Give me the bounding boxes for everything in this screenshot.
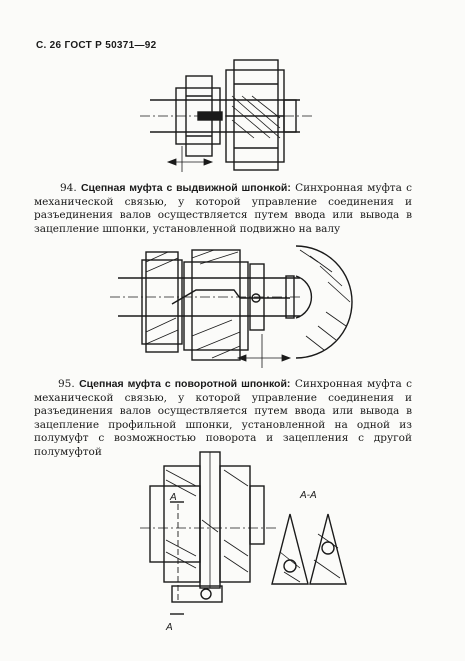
section-marker-top: А [170, 492, 177, 503]
clause-94-number: 94. [60, 182, 77, 194]
clause-95-body: Синхронная муфта с механической связью, у которой управление соединения и разъединения валов осуществляется путем ввода или вывода в зацепление профильной шпонки, установленной на одной из полумуфт с возможностью поворота и зацепления с другой полумуфтой [34, 378, 412, 458]
section-marker-bottom: А [166, 622, 173, 633]
clause-95-title: Сцепная муфта с поворотной шпонкой: [79, 378, 291, 390]
section-label: А-А [300, 490, 317, 501]
clause-94-body: Синхронная муфта с механической связью, у которой управление соединения и разъединения валов осуществляется путем ввода или вывода в зацепление шпонки, установленной подвижно на валу [34, 182, 412, 235]
page-header: С. 26 ГОСТ Р 50371—92 [36, 40, 157, 51]
clause-95-number: 95. [58, 378, 75, 390]
clause-94-title: Сцепная муфта с выдвижной шпонкой: [80, 182, 291, 194]
